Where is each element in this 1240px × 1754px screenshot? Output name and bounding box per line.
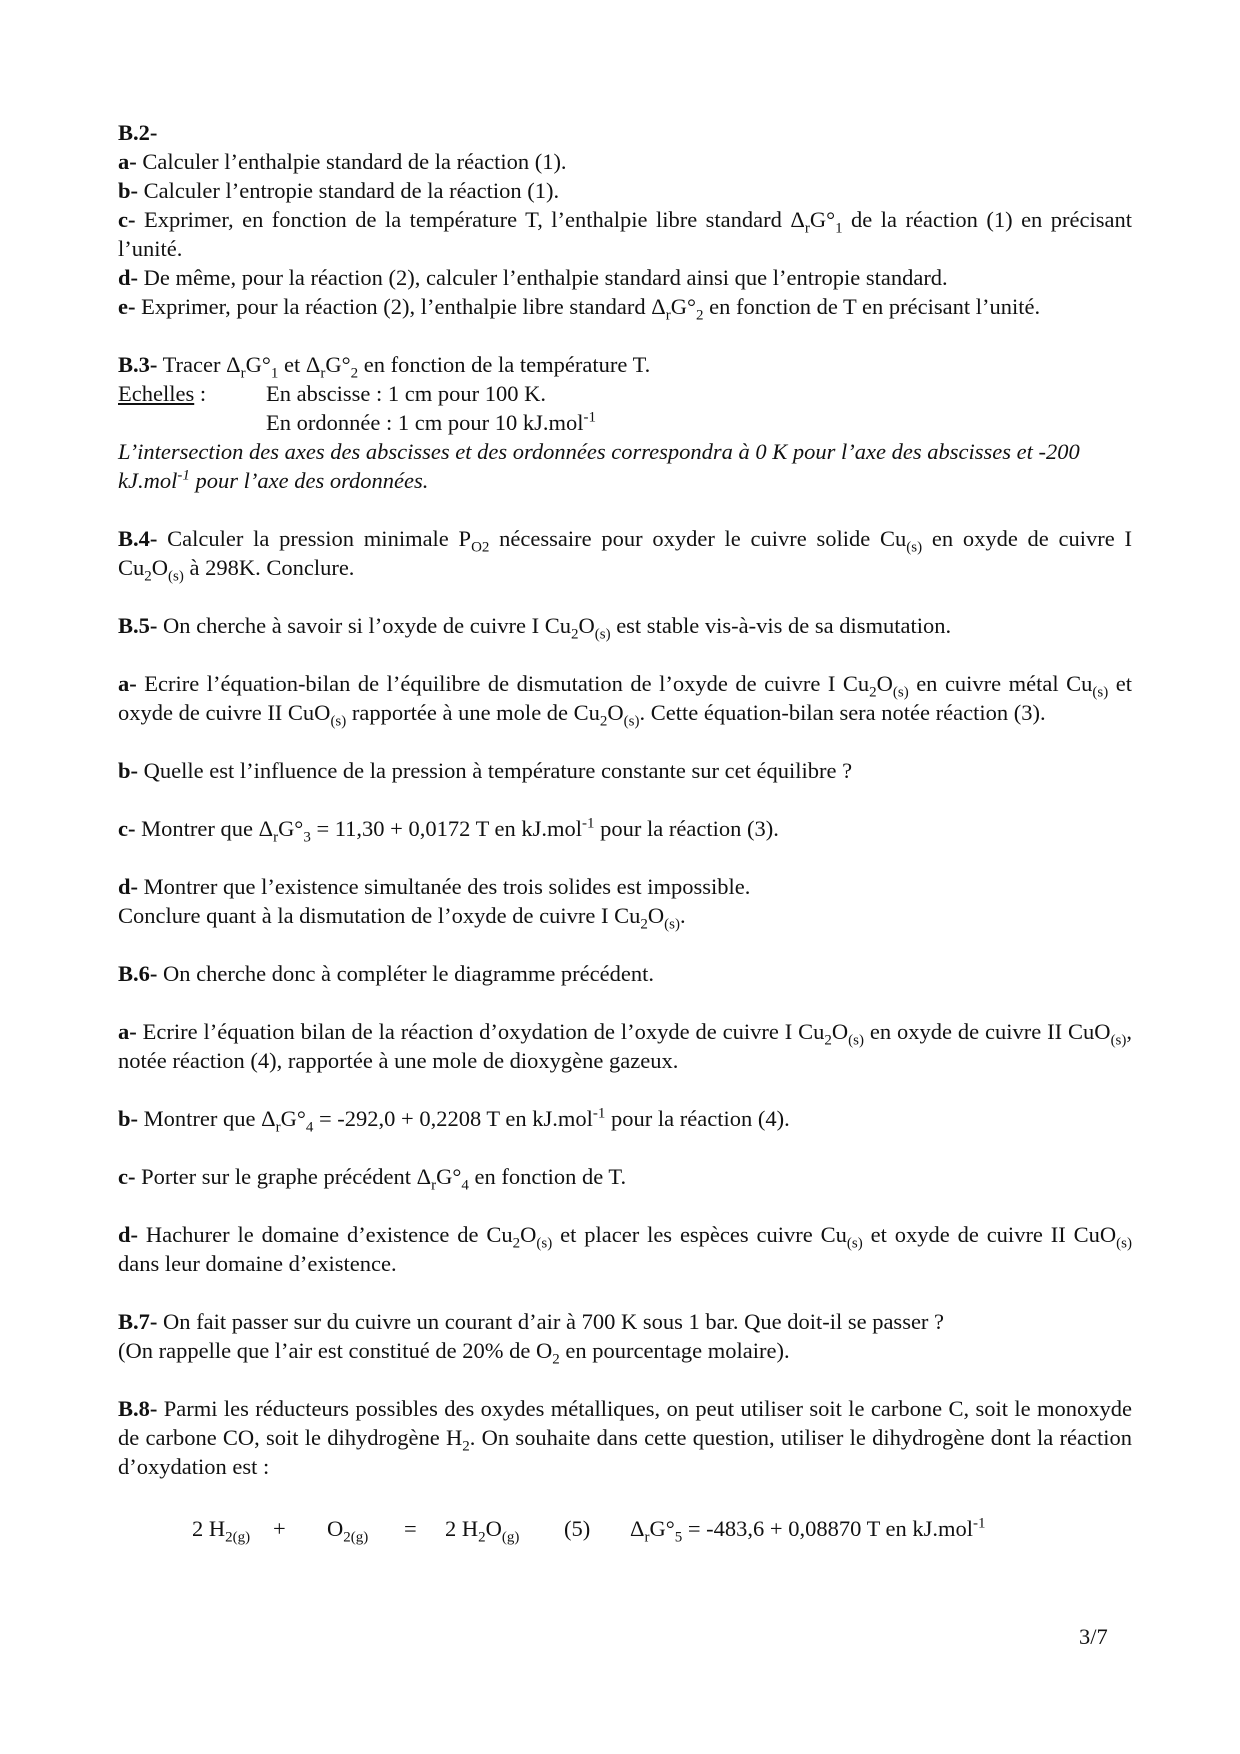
eq5-product-h2o: 2 $H_2O_{(g)}$ [445,1516,520,1546]
b2-item-d: d- De même, pour la réaction (2), calculer l’enthalpie standard ainsi que l’entropie standard. [118,265,948,290]
b8-statement: B.8- Parmi les réducteurs possibles des oxydes métalliques, on peut utiliser soit le carbone C, soit le monoxyde de carbone CO, soit le dihydrogène $H_2$. On souhaite dans cette question, utiliser le dihydrogène dont la réaction d’oxydation est : [118,1396,1132,1479]
b5-item-a: a- Ecrire l’équation-bilan de l’équilibre de dismutation de l’oxyde de cuivre I $Cu_2O_{(s)}$ en cuivre métal $Cu_{(s)}$ et oxyde de cuivre II CuO$_{(s)}$ rapportée à une mole de $Cu_2O_{(s)}$. Cette équation-bilan sera notée réaction (3). [118,671,1132,730]
b5-item-b: b- Quelle est l’influence de la pression à température constante sur cet équilibre ? [118,758,853,783]
b6-item-c: c- Porter sur le graphe précédent $\Delta_rG^\circ_4$ en fonction de T. [118,1164,627,1194]
b5-item-c: c- Montrer que $\Delta_rG^\circ_3 = 11,30 + 0,0172$ T en kJ.mol$^{-1}$ pour la réaction (3). [118,815,779,846]
b3-scale-abscissa: Echelles : En abscisse : 1 cm pour 100 K. [118,381,546,406]
b3-scale-ordinate: En ordonnée : 1 cm pour 10 kJ.mol$^{-1}$ [266,409,596,435]
b7-statement: B.7- On fait passer sur du cuivre un courant d’air à 700 K sous 1 bar. Que doit-il se passer ? [118,1309,945,1334]
b2-item-a: a- Calculer l’enthalpie standard de la réaction (1). [118,149,567,174]
b6-item-a: a- Ecrire l’équation bilan de la réaction d’oxydation de l’oxyde de cuivre I $Cu_2O_{(s)}$ en oxyde de cuivre II CuO$_{(s)}$, notée réaction (4), rapportée à une mole de dioxygène gazeux. [118,1019,1133,1073]
b5-conclusion: Conclure quant à la dismutation de l’oxyde de cuivre I $Cu_2O_{(s)}$. [118,903,686,933]
reaction-5-equation [118,1514,1132,1546]
document-page [118,118,1133,1546]
eq5-gibbs-expression: $\Delta_rG^\circ_5 = -483,6 + 0,08870$ T en kJ.mol$^{-1}$ [630,1515,986,1546]
b2-item-b: b- Calculer l’entropie standard de la réaction (1). [118,178,560,203]
b6-intro: B.6- On cherche donc à compléter le diagramme précédent. [118,961,655,986]
section-b2-title: B.2- [118,120,158,145]
b6-item-b: b- Montrer que $\Delta_rG^\circ_4 = -292,0 + 0,2208$ T en kJ.mol$^{-1}$ pour la réaction (4). [118,1105,790,1136]
b3-axes-note: L’intersection des axes des abscisses et des ordonnées correspondra à 0 K pour l’axe des abscisses et -200 kJ.mol$^{-1}$ pour l’axe des ordonnées. [118,439,1080,493]
eq5-plus: + [273,1516,286,1541]
b3-statement: B.3- Tracer $\Delta_rG^\circ_1$ et $\Delta_rG^\circ_2$ en fonction de la température T. [118,352,651,382]
eq5-equals: = [404,1516,417,1541]
eq5-number: (5) [564,1516,591,1541]
eq5-reactant-h2: 2 $H_{2(g)}$ [192,1516,251,1546]
b7-note: (On rappelle que l’air est constitué de 20% de $O_2$ en pourcentage molaire). [118,1338,790,1368]
b2-item-c: c- Exprimer, en fonction de la température T, l’enthalpie libre standard $\Delta_rG^\circ_1$ de la réaction (1) en précisant l’unité. [118,207,1132,261]
b2-item-e: e- Exprimer, pour la réaction (2), l’enthalpie libre standard $\Delta_rG^\circ_2$ en fonction de T en précisant l’unité. [118,294,1041,324]
b6-item-d: d- Hachurer le domaine d’existence de $Cu_2O_{(s)}$ et placer les espèces cuivre $Cu_{(s)}$ et oxyde de cuivre II CuO$_{(s)}$ dans leur domaine d’existence. [118,1222,1132,1276]
b5-intro: B.5- On cherche à savoir si l’oxyde de cuivre I $Cu_2O_{(s)}$ est stable vis-à-vis de sa dismutation. [118,613,952,643]
eq5-reactant-o2: $O_{2(g)}$ [327,1516,369,1546]
page-number: 3/7 [1079,1624,1108,1649]
b5-item-d: d- Montrer que l’existence simultanée des trois solides est impossible. [118,874,751,899]
b4-statement: B.4- Calculer la pression minimale $P_{O2}$ nécessaire pour oxyder le cuivre solide $Cu_{(s)}$ en oxyde de cuivre I $Cu_2O_{(s)}$ à 298K. Conclure. [118,526,1133,585]
